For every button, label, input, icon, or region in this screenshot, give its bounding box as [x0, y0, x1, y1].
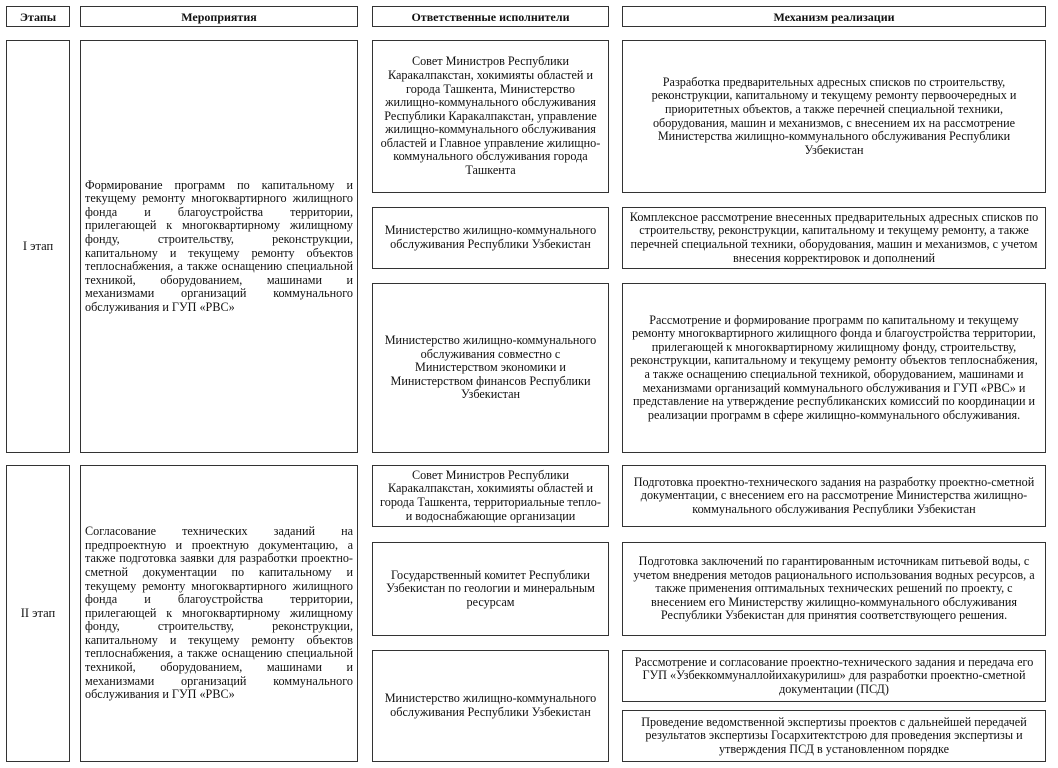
- header-executors-label: Ответственные исполнители: [411, 9, 570, 24]
- stage-2-executor-3-text: Министерство жилищно-коммунального обслуживания Республики Узбекистан: [384, 691, 597, 719]
- header-mechanism: [622, 6, 1046, 27]
- stage-2-executor-2: [372, 542, 609, 636]
- stage-1-executor-1-text: Совет Министров Республики Каракалпакстан, хокимияты областей и города Ташкента, Министерство жилищно-коммунального обслуживания Республики Каракалпакстан, управление жилищно-коммунального обслуживания областей и Главное управление жилищно-коммунального обслуживания города Ташкента: [380, 54, 601, 178]
- stage-1-executor-1: [372, 40, 609, 193]
- header-activities: [80, 6, 358, 27]
- stage-2-executor-2-text: Государственный комитет Республики Узбекистан по геологии и минеральным ресурсам: [386, 567, 595, 609]
- stage-2-executor-1: [372, 465, 609, 527]
- stage-2-mechanism-2-text: Подготовка заключений по гарантированным источникам питьевой воды, с учетом внедрения методов рационального использования водных ресурсов, а также применения оптимальных технических решений по проекту, с внесением его Министерству жилищно-коммунального обслуживания Республики Узбекистан для принятия соответствующего решения.: [633, 554, 1035, 623]
- header-mechanism-label: Механизм реализации: [773, 9, 895, 24]
- stage-2-executor-1-text: Совет Министров Республики Каракалпакстан, хокимияты областей и города Ташкента, территориальные тепло- и водоснабжающие организации: [380, 467, 601, 523]
- stage-2-cell: [6, 465, 70, 762]
- stage-1-mechanism-2-text: Комплексное рассмотрение внесенных предварительных адресных списков по строительству, реконструкции, капитальному и текущему ремонту, а также перечней специальной техники, оборудования, машин и механизмов, с учетом внесения корректировок и дополнений: [629, 209, 1039, 265]
- stage-2-activity-cell: [80, 465, 358, 762]
- stage-2-mechanism-1-text: Подготовка проектно-технического задания на разработку проектно-сметной документации, с внесением его на рассмотрение Министерства жилищно-коммунального обслуживания Республики Узбекистан: [633, 474, 1035, 516]
- stage-2-mechanism-2: [622, 542, 1046, 636]
- header-stages: [6, 6, 70, 27]
- stage-2-executor-3: [372, 650, 609, 762]
- stage-2-mechanism-3-text: Рассмотрение и согласование проектно-технического задания и передача его ГУП «Узбеккоммуналлойихакурилиш» для разработки проектно-сметной документации (ПСД): [634, 654, 1034, 696]
- stage-1-executor-3-text: Министерство жилищно-коммунального обслуживания совместно с Министерством экономики и Министерством финансов Республики Узбекистан: [384, 333, 597, 402]
- stage-2-mechanism-4: [622, 710, 1046, 762]
- stage-1-activity-cell: [80, 40, 358, 453]
- stage-1-mechanism-3: [622, 283, 1046, 453]
- stage-1-executor-3: [372, 283, 609, 453]
- header-executors: [372, 6, 609, 27]
- stage-1-mechanism-1: [622, 40, 1046, 193]
- stage-2-activity-text: Согласование технических заданий на предпроектную и проектную документацию, а также подготовка заявки для разработки проектно-сметной документации по капитальному и текущему ремонту многоквартирного жилищного фонда и благоустройства территории, прилегающей к многоквартирному жилищному фонду, строительству, реконструкции, капитальному и текущему ремонту объектов теплоснабжения, а также оснащению специальной техникой, оборудованием, машинами и механизмами организаций коммунального обслуживания и ГУП «РВС»: [85, 524, 353, 702]
- stage-1-label: I этап: [22, 239, 54, 253]
- stage-1-mechanism-1-text: Разработка предварительных адресных списков по строительству, реконструкции, капитальному и текущему ремонту первоочередных и приоритетных объектов, а также перечней специальной техники, оборудования, машин и механизмов, с внесением их на рассмотрение Министерства жилищно-коммунального обслуживания Республики Узбекистан: [651, 74, 1017, 157]
- stage-2-mechanism-1: [622, 465, 1046, 527]
- header-stages-label: Этапы: [19, 9, 57, 24]
- stage-1-cell: [6, 40, 70, 453]
- stage-1-mechanism-2: [622, 207, 1046, 269]
- header-activities-label: Мероприятия: [181, 9, 257, 24]
- stage-1-mechanism-3-text: Рассмотрение и формирование программ по капитальному и текущему ремонту многоквартирного жилищного фонда и благоустройства территории, прилегающей к многоквартирному жилищному фонду, строительству, реконструкции, капитальному и текущему ремонту объектов теплоснабжения, а также оснащению специальной техникой, оборудованием, машинами и механизмами организаций коммунального обслуживания и ГУП «РВС» и представление на утверждение республиканских комиссий по координации и реализации программ в сфере жилищно-коммунального обслуживания.: [630, 312, 1038, 422]
- stage-2-mechanism-3: [622, 650, 1046, 702]
- stage-2-label: II этап: [20, 606, 56, 620]
- stage-2-mechanism-4-text: Проведение ведомственной экспертизы проектов с дальнейшей передачей результатов экспертизы Госархитектстрою для проведения экспертизы и утверждения ПСД в установленном порядке: [641, 714, 1027, 756]
- stage-1-executor-2: [372, 207, 609, 269]
- stage-1-executor-2-text: Министерство жилищно-коммунального обслуживания Республики Узбекистан: [384, 223, 597, 251]
- stage-1-activity-text: Формирование программ по капитальному и текущему ремонту многоквартирного жилищного фонда и благоустройства территории, прилегающей к многоквартирному жилищному фонду, строительству, реконструкции, капитальному и текущему ремонту объектов теплоснабжения, а также оснащению специальной техникой, оборудованием, машинами и механизмами организаций коммунального обслуживания и ГУП «РВС»: [85, 177, 353, 314]
